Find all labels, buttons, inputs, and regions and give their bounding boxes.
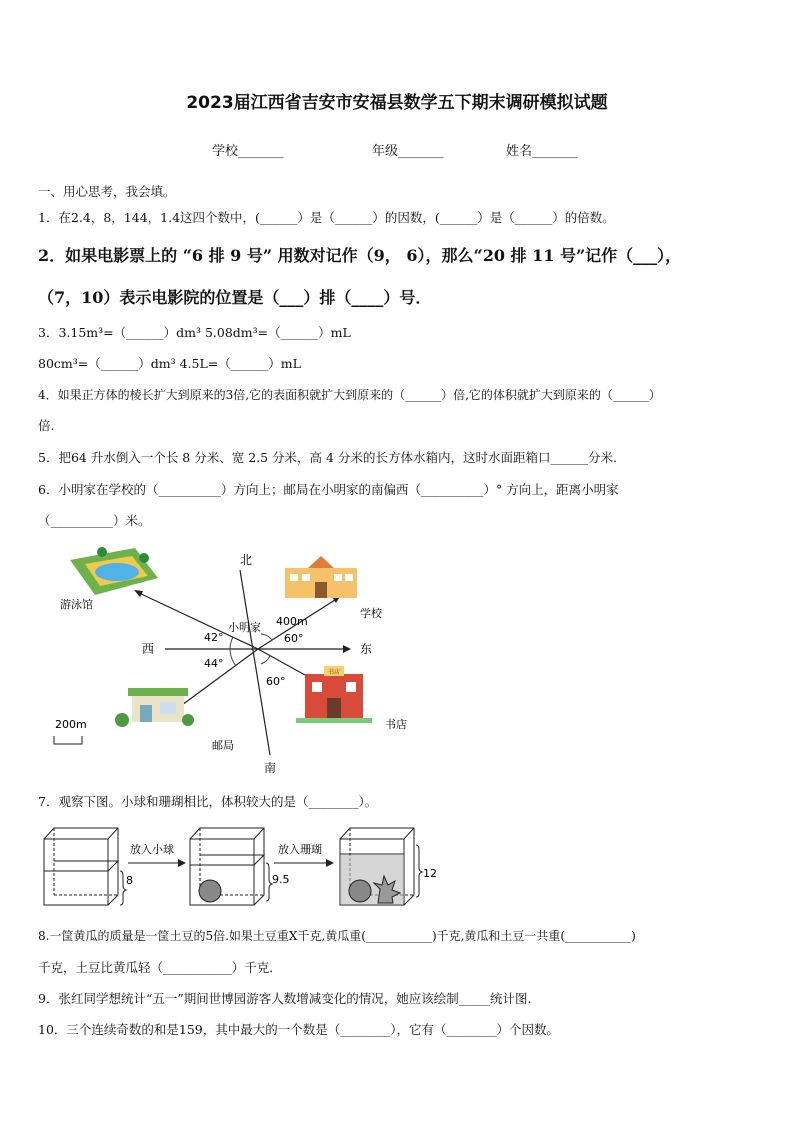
question-6-line1: 6．小明家在学校的（__________）方向上；邮局在小明家的南偏西（__________）° 方向上，距离小明家	[38, 482, 619, 497]
post-office-label: 邮局	[212, 739, 234, 752]
south-label: 南	[264, 761, 277, 775]
bookstore-sign: 书店	[328, 669, 341, 676]
east-label: 东	[360, 642, 373, 656]
tank-3-brace	[416, 845, 422, 897]
question-5: 5．把64 升水倒入一个长 8 分米、宽 2.5 分米，高 4 分米的长方体水箱内，这时水面距箱口______分米.	[38, 450, 617, 465]
ball-icon	[199, 880, 221, 902]
arrow-2-label: 放入珊瑚	[278, 843, 322, 856]
ball-icon-2	[349, 880, 371, 902]
center-label: 小明家	[228, 621, 261, 634]
direction-map	[40, 540, 420, 780]
angle-ne-label: 60°	[284, 632, 304, 645]
question-7: 7．观察下图。小球和珊瑚相比，体积较大的是（________）。	[38, 794, 378, 809]
tanks-diagram	[40, 823, 440, 913]
arrow-1-icon	[178, 859, 186, 867]
school-label: 学校	[360, 607, 382, 620]
east-arrow-icon	[343, 645, 351, 653]
scale-bar	[54, 736, 82, 744]
distance-label: 400m	[276, 615, 308, 628]
school-field[interactable]: 学校_______	[212, 144, 284, 159]
question-8-line2: 千克，土豆比黄瓜轻（___________）千克．	[38, 960, 282, 975]
question-1: 1．在2.4，8，144，1.4这四个数中，(______）是（______）的因数，(______）是（______）的倍数。	[38, 210, 615, 225]
scale-label: 200m	[55, 718, 87, 731]
angle-se-label: 60°	[266, 675, 286, 688]
angle-sw-label: 44°	[204, 657, 224, 670]
question-4-line2: 倍.	[38, 418, 55, 433]
name-field[interactable]: 姓名_______	[506, 144, 578, 159]
tank-3-height: 12	[423, 867, 437, 880]
bookstore-label: 书店	[385, 718, 407, 731]
question-3-line2: 80cm³=（______）dm³ 4.5L=（______）mL	[38, 356, 301, 371]
question-6-line2: （__________）米。	[38, 513, 151, 528]
pool-arrow-icon	[134, 590, 143, 597]
tank-1-height: 8	[126, 874, 133, 887]
question-2-line1: 2．如果电影票上的 “6 排 9 号” 用数对记作（9， 6），那么“20 排 11 号”记作（___），	[38, 246, 682, 265]
question-4-line1: 4．如果正方体的棱长扩大到原来的3倍,它的表面积就扩大到原来的（______）倍,它的体积就扩大到原来的（______）	[38, 388, 661, 402]
question-9: 9．张红同学想统计“五一”期间世博园游客人数增减变化的情况，她应该绘制_____统计图.	[38, 991, 532, 1006]
arrow-1-label: 放入小球	[130, 843, 174, 856]
angle-arc-sw	[230, 649, 236, 666]
angle-arc-ne	[261, 634, 272, 640]
north-label: 北	[240, 553, 253, 567]
arrow-2-icon	[326, 859, 334, 867]
angle-nw-label: 42°	[204, 631, 224, 644]
question-10: 10．三个连续奇数的和是159，其中最大的一个数是（________），它有（________）个因数。	[38, 1022, 560, 1037]
question-3-line1: 3．3.15m³=（______）dm³ 5.08dm³=（______）mL	[38, 325, 351, 340]
tank-1	[44, 828, 126, 905]
west-label: 西	[142, 642, 155, 656]
page-title: 2023届江西省吉安市安福县数学五下期末调研模拟试题	[186, 93, 608, 113]
question-2-line2: （7，10）表示电影院的位置是（___）排（____）号．	[38, 288, 432, 307]
tank-2-height: 9.5	[272, 873, 290, 886]
section-heading: 一、用心思考，我会填。	[38, 184, 176, 199]
north-south-axis	[240, 570, 270, 755]
pool-label: 游泳馆	[60, 598, 93, 611]
pool-illustration	[70, 547, 158, 595]
angle-arc-nw	[230, 637, 233, 649]
post-office-illustration	[115, 688, 194, 727]
school-illustration	[285, 556, 357, 598]
angle-arc-se	[261, 656, 270, 664]
question-8-line1: 8.一筐黄瓜的质量是一筐土豆的5倍.如果土豆重X千克,黄瓜重(___________)千克,黄瓜和土豆一共重(___________)	[38, 929, 636, 943]
grade-field[interactable]: 年级_______	[372, 144, 444, 159]
